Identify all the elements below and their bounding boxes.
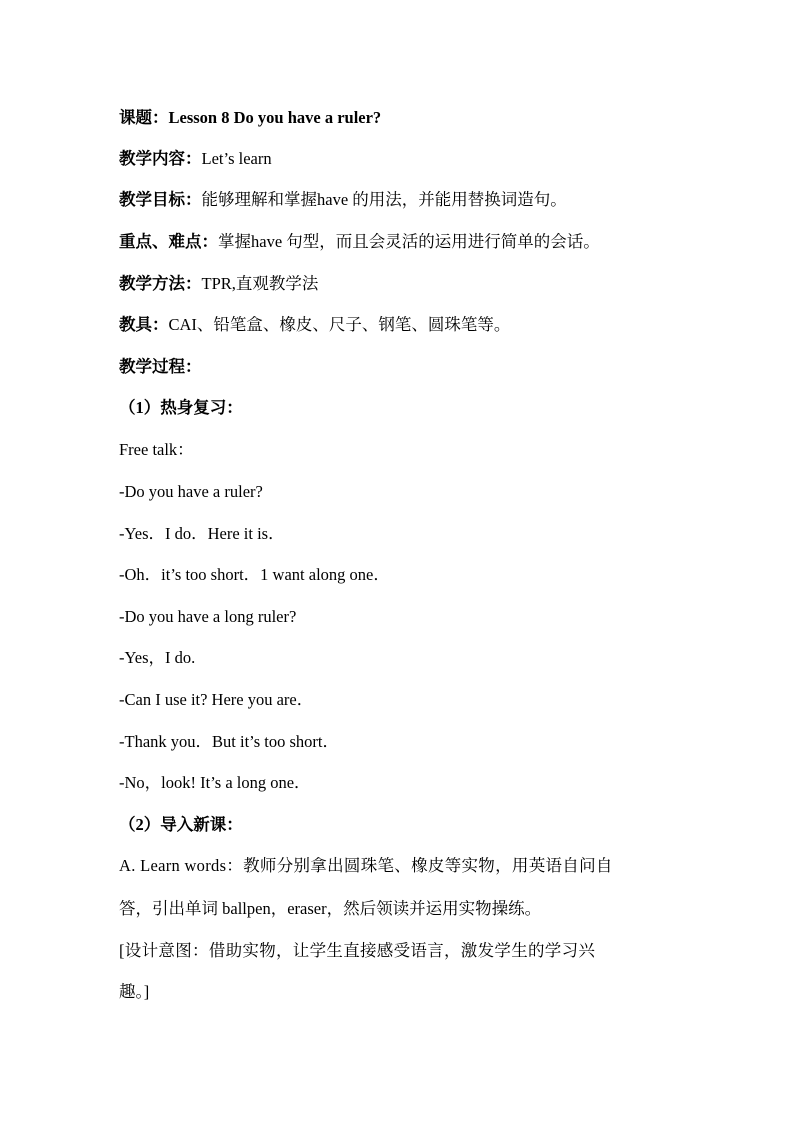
goal-label: 教学目标： [119,190,202,209]
section-newlesson-heading: （2）导入新课： [119,815,243,834]
dialogue-line: -Can I use it? Here you are． [119,690,314,709]
content-label: 教学内容： [119,149,202,168]
free-talk-label: Free talk： [119,440,194,459]
section-warmup-heading: （1）热身复习： [119,398,243,417]
content-line [119,149,272,169]
method-text: TPR,直观教学法 [201,274,319,293]
learn-words-line-2: 答，引出单词 ballpen，eraser，然后领读并运用实物操练。 [119,899,542,918]
method-label: 教学方法： [119,274,202,293]
dialogue-line: -Do you have a ruler? [119,482,263,501]
process-heading: 教学过程： [119,357,202,376]
dialogue-line: -No，look! It’s a long one． [119,773,311,792]
design-intent-line-2: 趣。] [119,982,150,1001]
key-text: 掌握have 句型，而且会灵活的运用进行简单的会话。 [218,232,600,251]
title-text: Lesson 8 Do you have a ruler? [168,108,382,127]
method-line [119,274,318,294]
key-label: 重点、难点： [119,232,218,251]
tools-line [119,315,510,335]
dialogue-line: -Oh．it’s too short．1 want along one． [119,565,390,584]
key-line [119,232,600,252]
tools-label: 教具： [119,315,169,334]
title-label: 课题： [119,108,169,127]
design-intent-line-1: [设计意图：借助实物，让学生直接感受语言，激发学生的学习兴 [119,941,596,960]
tools-text: CAI、铅笔盒、橡皮、尺子、钢笔、圆珠笔等。 [168,315,511,334]
goal-text: 能够理解和掌握have 的用法，并能用替换词造句。 [201,190,567,209]
dialogue-line: -Thank you．But it’s too short． [119,732,339,751]
goal-line [119,190,567,210]
dialogue-line: -Yes．I do．Here it is． [119,524,285,543]
dialogue-line: -Yes，I do. [119,648,196,667]
learn-words-line-1: A. Learn words：教师分别拿出圆珠笔、橡皮等实物，用英语自问自 [119,856,613,875]
content-text: Let’s learn [201,149,272,168]
lesson-title [119,108,381,128]
dialogue-line: -Do you have a long ruler? [119,607,297,626]
